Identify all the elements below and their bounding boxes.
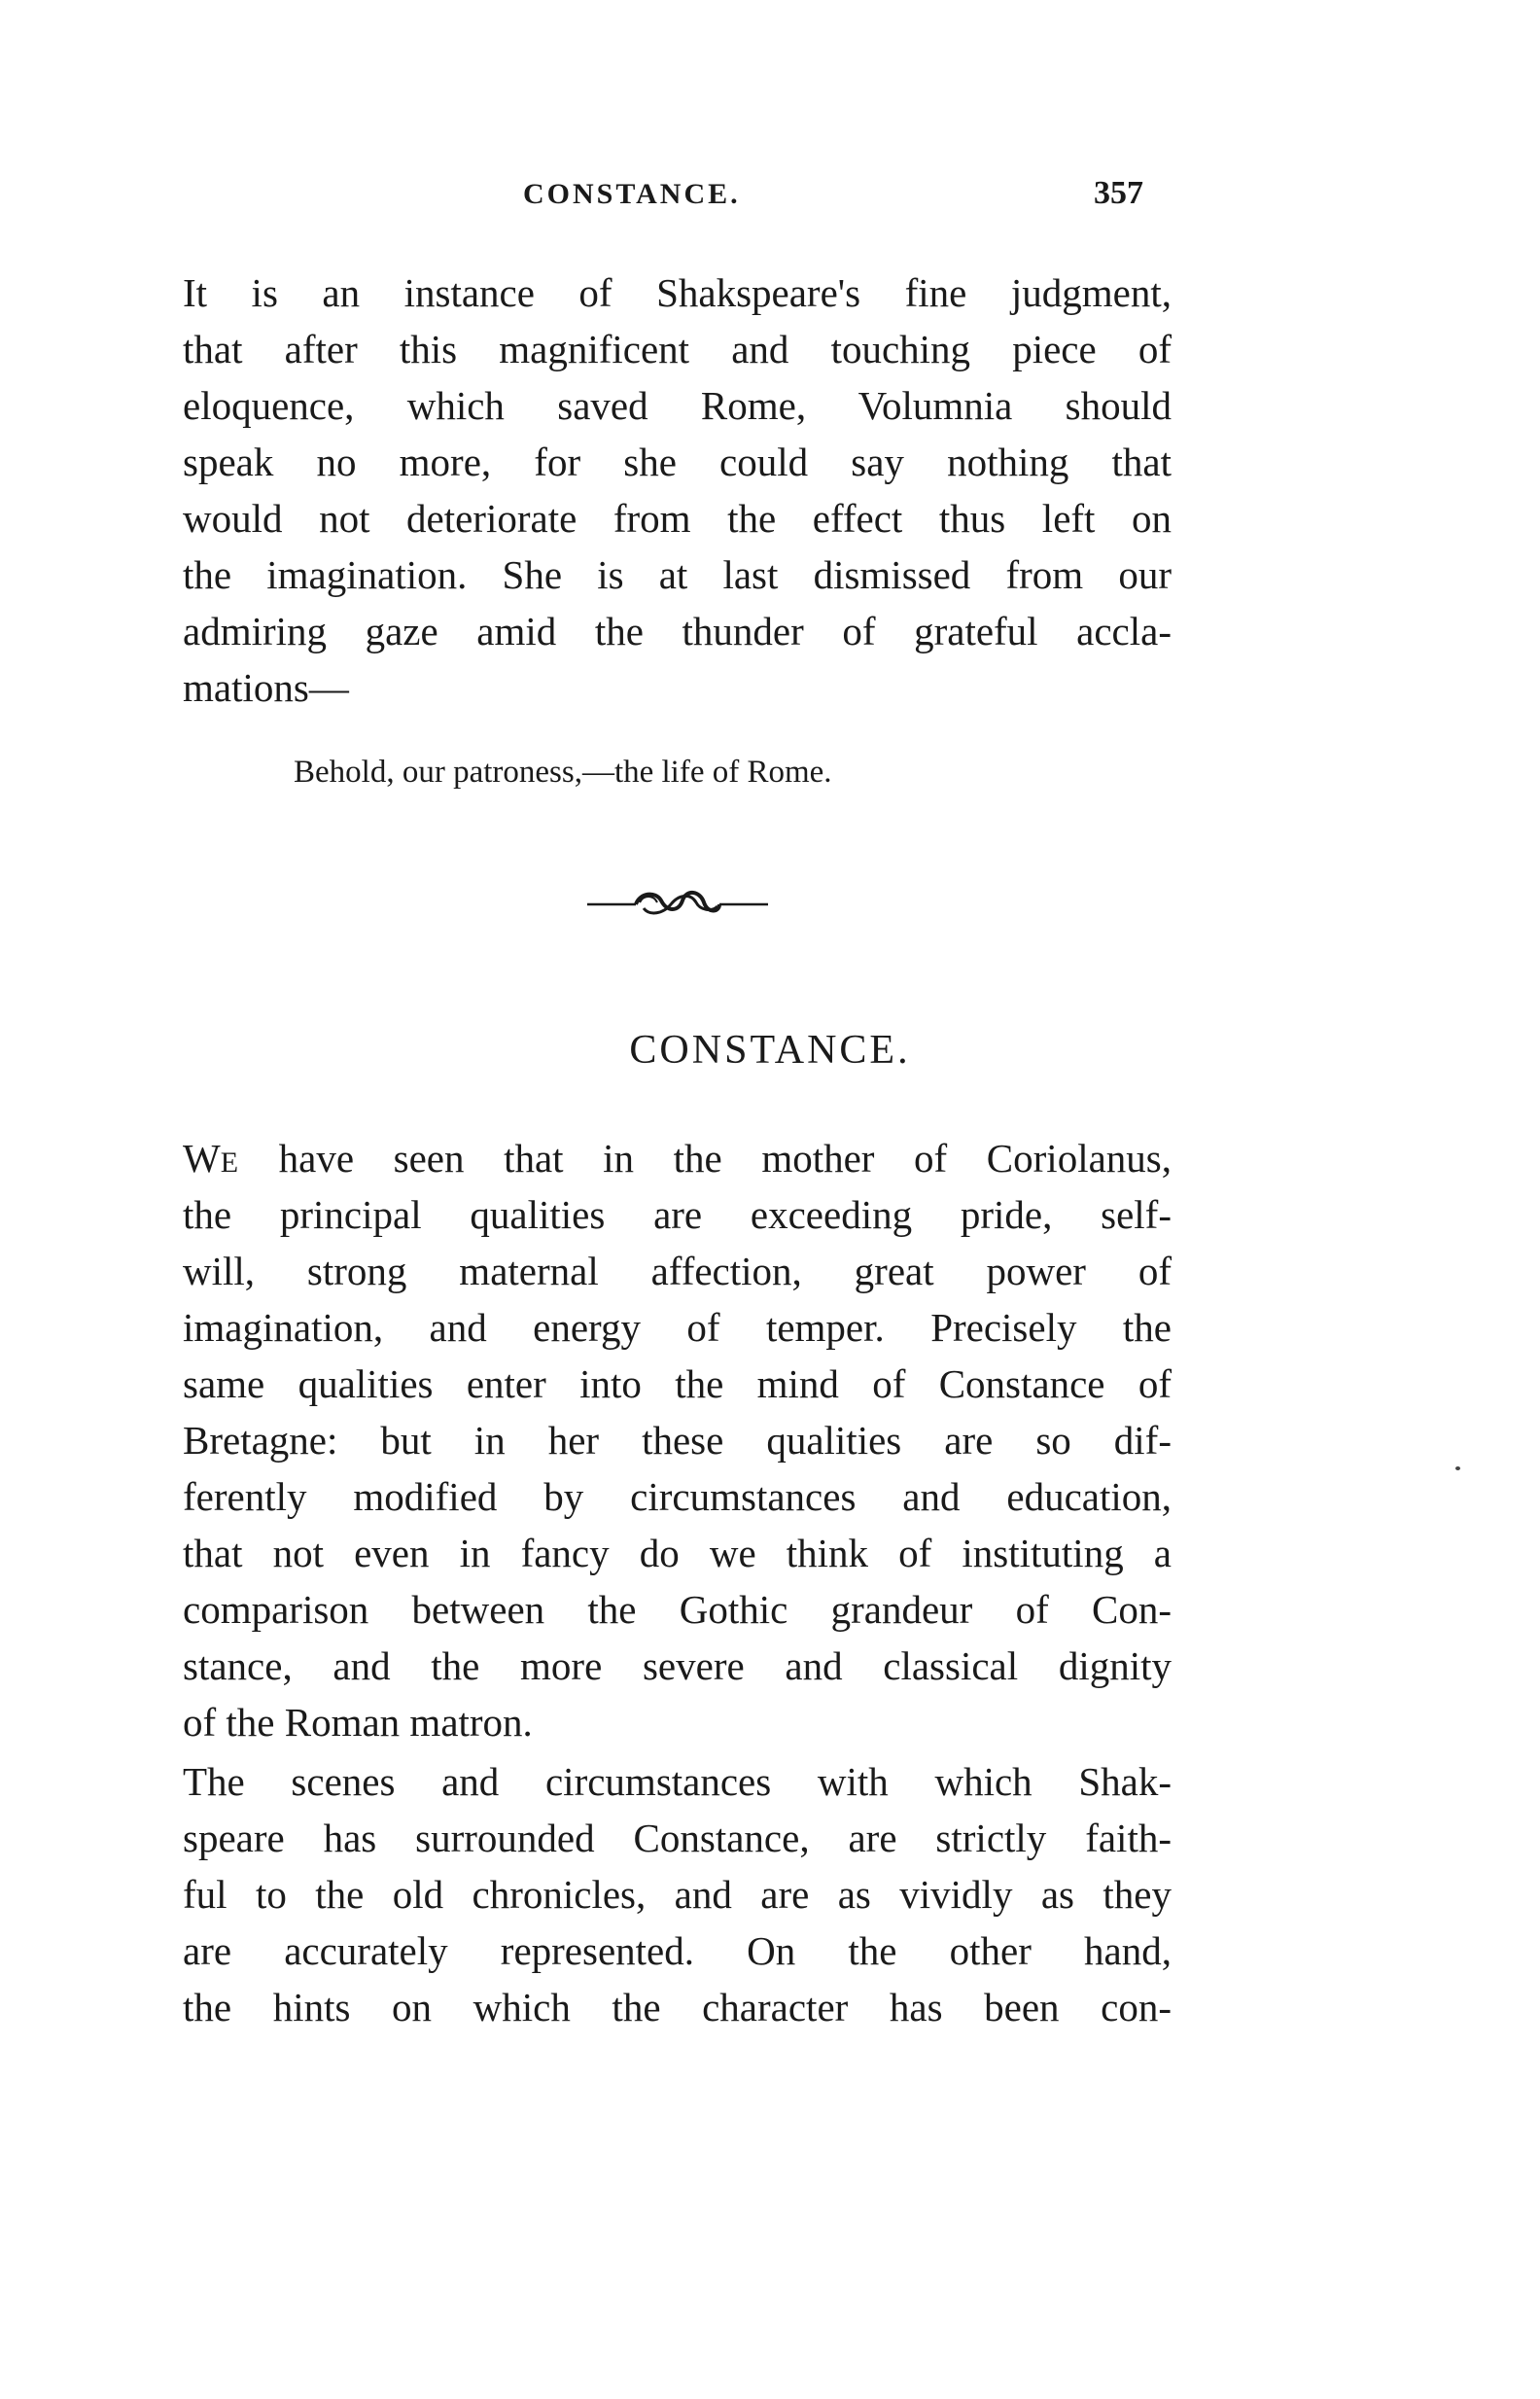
section-title: CONSTANCE. — [629, 1028, 911, 1073]
text-line: of the Roman matron. — [183, 1700, 533, 1745]
text-line: imagination, and energy of temper. Precisely the — [183, 1305, 1172, 1350]
text-line: same qualities enter into the mind of Constance of — [183, 1361, 1172, 1406]
text-line: will, strong maternal affection, great power of — [183, 1249, 1172, 1293]
text-line: the imagination. She is at last dismissed from our — [183, 552, 1172, 597]
text-line: that after this magnificent and touching piece of — [183, 327, 1172, 371]
text-line: ful to the old chronicles, and are as vividly as they — [183, 1872, 1172, 1917]
text-line: speare has surrounded Constance, are strictly faith- — [183, 1816, 1172, 1860]
quotation: Behold, our patroness,—the life of Rome. — [294, 755, 832, 790]
text-line: ferently modified by circumstances and education, — [183, 1474, 1172, 1519]
drop-word-initial: W — [183, 1136, 221, 1181]
first-line-text: have seen that in the mother of Coriolanus, — [239, 1136, 1172, 1181]
print-speck — [1455, 1466, 1460, 1470]
text-line: Bretagne: but in her these qualities are so dif- — [183, 1418, 1172, 1463]
page-number: 357 — [1094, 175, 1143, 211]
text-line-first — [183, 1130, 1172, 1186]
paragraph-1 — [183, 265, 1172, 716]
text-line: The scenes and circumstances with which Shak- — [183, 1759, 1172, 1804]
text-line: stance, and the more severe and classical dignity — [183, 1643, 1172, 1688]
text-line: would not deteriorate from the effect thus left on — [183, 496, 1172, 541]
text-line: speak no more, for she could say nothing that — [183, 440, 1172, 484]
decorative-knot-ornament-icon — [585, 883, 770, 922]
paragraph-3 — [183, 1753, 1172, 2035]
paragraph-2 — [183, 1130, 1172, 1750]
text-line: that not even in fancy do we think of instituting a — [183, 1531, 1172, 1575]
text-line: the hints on which the character has been con- — [183, 1985, 1172, 2029]
text-line: are accurately represented. On the other hand, — [183, 1928, 1172, 1973]
drop-word-smallcap: E — [220, 1147, 240, 1179]
text-line: It is an instance of Shakspeare's fine judgment, — [183, 270, 1172, 315]
text-line: mations— — [183, 665, 349, 710]
text-line: admiring gaze amid the thunder of grateful accla- — [183, 609, 1172, 653]
text-line: comparison between the Gothic grandeur of Con- — [183, 1587, 1172, 1632]
text-line: the principal qualities are exceeding pride, self- — [183, 1192, 1172, 1237]
text-line: eloquence, which saved Rome, Volumnia should — [183, 383, 1172, 428]
running-head: CONSTANCE. — [523, 178, 741, 210]
